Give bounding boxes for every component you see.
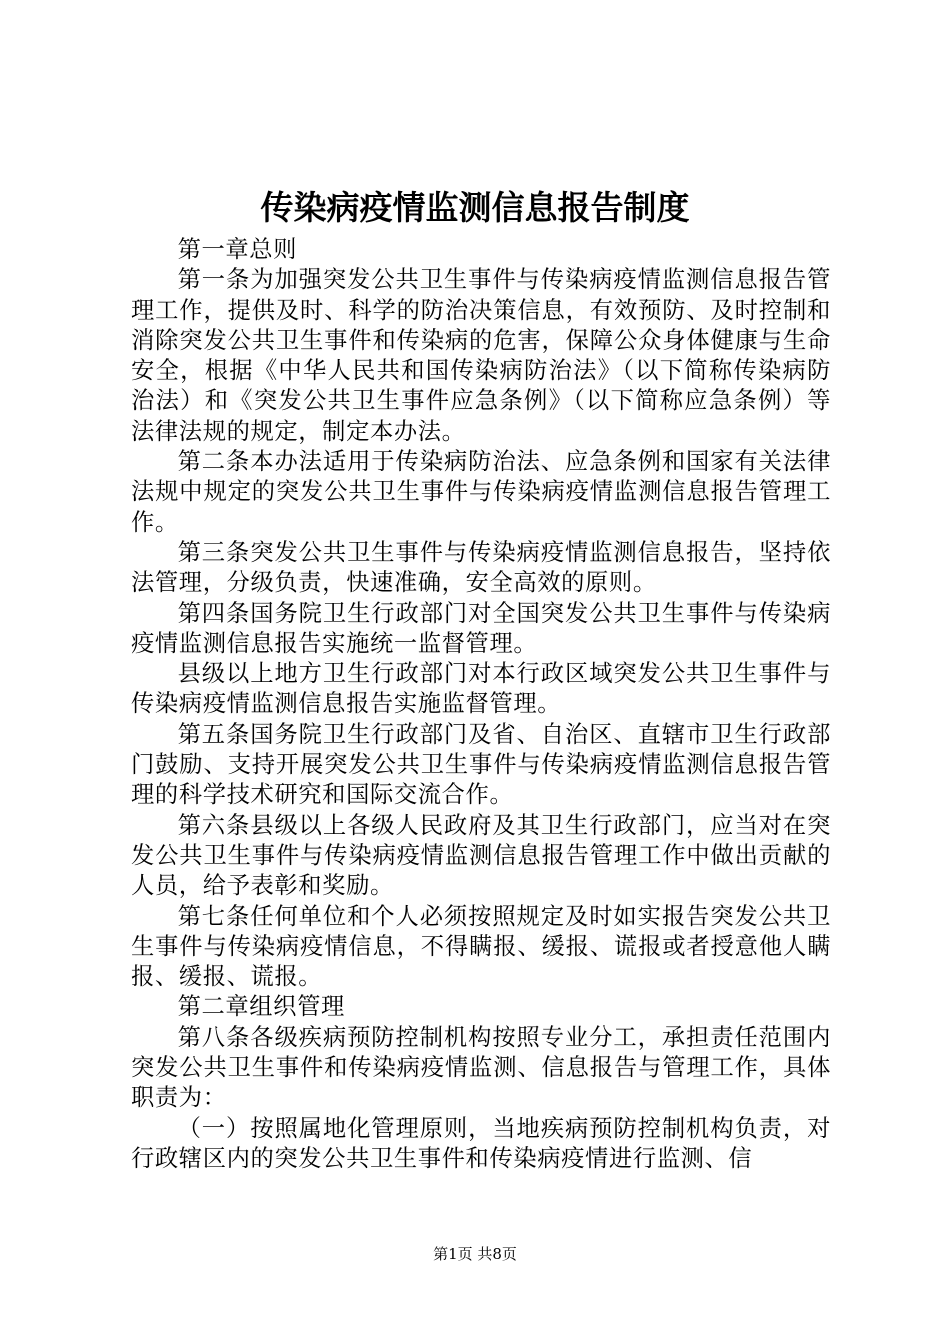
article-paragraph: 第一条为加强突发公共卫生事件与传染病疫情监测信息报告管理工作，提供及时、科学的防治决策信息，有效预防、及时控制和消除突发公共卫生事件和传染病的危害，保障公众身体健康与生命安全，根据《中华人民共和国传染病防治法》（以下简称传染病防治法）和《突发公共卫生事件应急条例》（以下简称应急条例）等法律法规的规定，制定本办法。 [131, 266, 831, 445]
article-paragraph: 第七条任何单位和个人必须按照规定及时如实报告突发公共卫生事件与传染病疫情信息，不得瞒报、缓报、谎报或者授意他人瞒报、缓报、谎报。 [131, 902, 831, 991]
chapter-heading: 第一章总则 [177, 236, 298, 263]
article-paragraph: 第三条突发公共卫生事件与传染病疫情监测信息报告，坚持依法管理，分级负责，快速准确，安全高效的原则。 [131, 538, 831, 597]
article-paragraph: （一）按照属地化管理原则，当地疾病预防控制机构负责，对行政辖区内的突发公共卫生事件和传染病疫情进行监测、信 [131, 1114, 831, 1172]
document-title: 传染病疫情监测信息报告制度 [260, 188, 690, 227]
page-footer: 第1页 共8页 [433, 1245, 517, 1263]
article-paragraph: 县级以上地方卫生行政部门对本行政区域突发公共卫生事件与传染病疫情监测信息报告实施监督管理。 [131, 660, 831, 718]
document-body [131, 235, 831, 1174]
article-paragraph: 第六条县级以上各级人民政府及其卫生行政部门，应当对在突发公共卫生事件与传染病疫情监测信息报告管理工作中做出贡献的人员，给予表彰和奖励。 [131, 811, 831, 900]
article-paragraph: 第五条国务院卫生行政部门及省、自治区、直辖市卫生行政部门鼓励、支持开展突发公共卫生事件与传染病疫情监测信息报告管理的科学技术研究和国际交流合作。 [131, 720, 831, 809]
article-paragraph: 第四条国务院卫生行政部门对全国突发公共卫生事件与传染病疫情监测信息报告实施统一监督管理。 [131, 599, 831, 657]
article-paragraph: 第八条各级疾病预防控制机构按照专业分工，承担责任范围内突发公共卫生事件和传染病疫情监测、信息报告与管理工作，具体职责为： [131, 1023, 831, 1112]
chapter-heading: 第二章组织管理 [177, 993, 345, 1021]
article-paragraph: 第二条本办法适用于传染病防治法、应急条例和国家有关法律法规中规定的突发公共卫生事件与传染病疫情监测信息报告管理工作。 [131, 448, 831, 536]
